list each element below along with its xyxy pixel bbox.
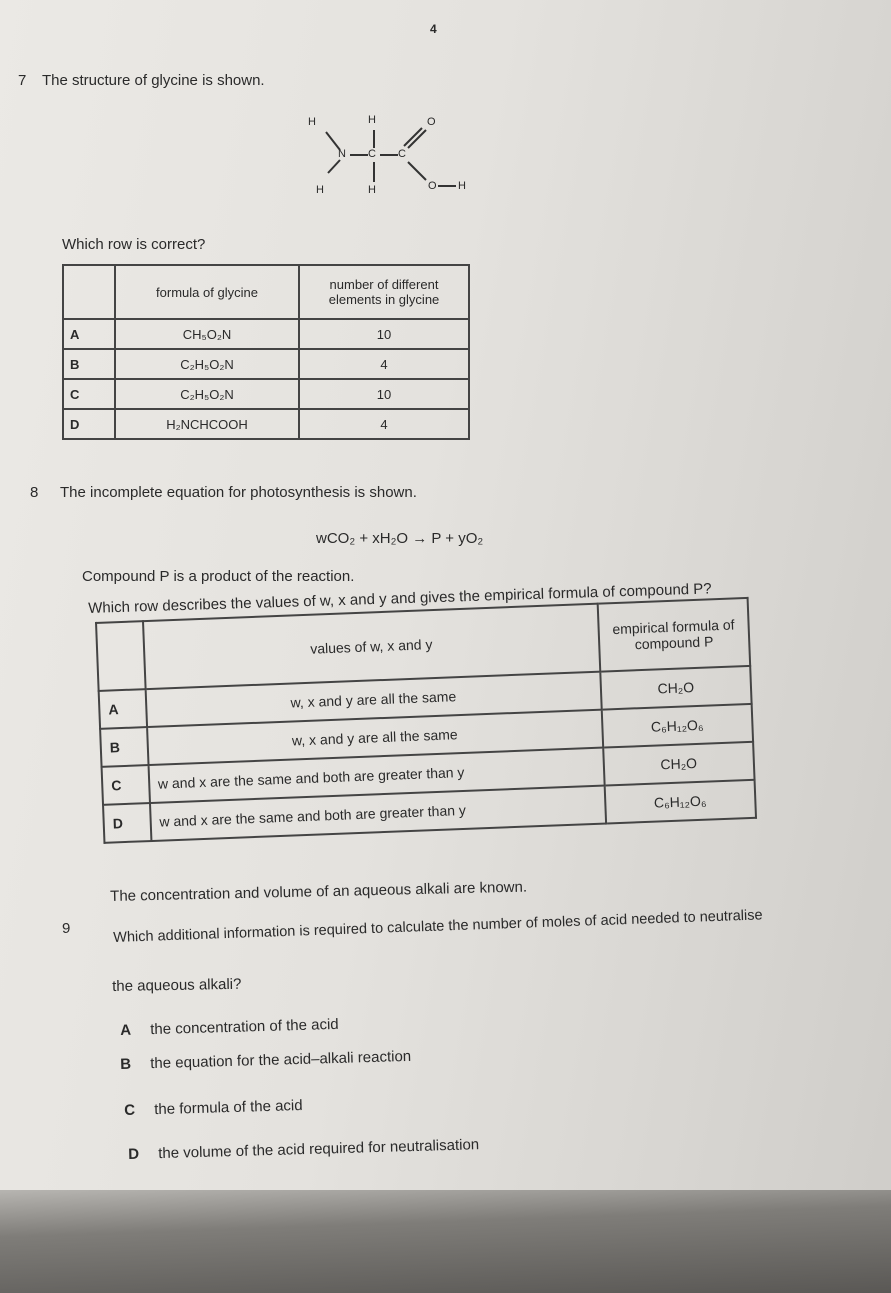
row-count: 4 — [299, 409, 469, 439]
row-label: C — [63, 379, 115, 409]
row-values: w, x and y are all the same — [147, 710, 603, 765]
atom-h-1: H — [308, 116, 316, 128]
row-formula: CH₂O — [603, 742, 755, 786]
question-8-stem: The incomplete equation for photosynthesis is shown. — [60, 484, 417, 501]
table-header-values: values of w, x and y — [143, 604, 600, 689]
option-text: the concentration of the acid — [149, 1015, 339, 1039]
question-8-number: 8 — [30, 484, 39, 501]
row-label: C — [102, 765, 150, 805]
desk-shadow — [0, 1190, 891, 1293]
row-formula: H₂NCHCOOH — [115, 409, 299, 439]
atom-o-2: O — [428, 180, 437, 192]
row-label: D — [63, 409, 115, 439]
question-7-stem: The structure of glycine is shown. — [42, 72, 265, 89]
row-count: 4 — [299, 349, 469, 379]
table-header-formula: formula of glycine — [115, 265, 299, 319]
row-count: 10 — [299, 319, 469, 349]
table-row — [63, 409, 469, 439]
question-8-table — [95, 597, 757, 844]
row-label: D — [103, 803, 151, 843]
row-label: B — [100, 727, 148, 767]
atom-h-5: H — [458, 180, 466, 192]
atom-h-4: H — [368, 184, 376, 196]
question-7-table — [62, 264, 470, 440]
table-row — [63, 319, 469, 349]
question-7-number: 7 — [18, 72, 27, 89]
row-formula: C₆H₁₂O₆ — [601, 704, 753, 748]
question-9-stem: The concentration and volume of an aqueous alkali are known. — [110, 878, 528, 905]
row-label: A — [63, 319, 115, 349]
option-label: C — [124, 1101, 136, 1119]
option-text: the volume of the acid required for neutralisation — [157, 1136, 480, 1163]
question-9-prompt-line-2: the aqueous alkali? — [112, 975, 242, 995]
table-header-row — [63, 265, 469, 319]
row-values: w, x and y are all the same — [145, 672, 601, 727]
atom-n: N — [338, 148, 346, 160]
page-number: 4 — [430, 22, 437, 36]
atom-h-2: H — [368, 114, 376, 126]
row-count: 10 — [299, 379, 469, 409]
table-header-count: number of different elements in glycine — [299, 265, 469, 319]
question-8-product-note: Compound P is a product of the reaction. — [82, 568, 355, 585]
table-row — [63, 379, 469, 409]
table-header-blank — [96, 621, 145, 691]
option-label: A — [120, 1021, 132, 1039]
question-9-prompt-line-1: Which additional information is required to calculate the number of moles of acid needed to neutralise — [113, 907, 763, 946]
atom-c-1: C — [368, 148, 376, 160]
table-header-blank — [63, 265, 115, 319]
row-label: B — [63, 349, 115, 379]
row-formula: C₂H₅O₂N — [115, 349, 299, 379]
atom-o-1: O — [427, 116, 436, 128]
row-values: w and x are the same and both are greater than y — [150, 786, 606, 841]
glycine-structure — [290, 110, 490, 205]
row-formula: CH₂O — [600, 666, 752, 710]
table-row — [63, 349, 469, 379]
option-text: the formula of the acid — [153, 1097, 303, 1119]
row-values: w and x are the same and both are greater than y — [148, 748, 604, 803]
row-formula: C₆H₁₂O₆ — [604, 780, 756, 824]
question-9-number: 9 — [62, 920, 71, 937]
question-7-prompt: Which row is correct? — [62, 236, 206, 253]
photosynthesis-equation: wCO₂ + xH₂O → P + yO₂ — [316, 530, 484, 547]
option-text: the equation for the acid–alkali reaction — [149, 1047, 412, 1073]
row-formula: CH₅O₂N — [115, 319, 299, 349]
row-label: A — [99, 689, 147, 729]
atom-h-3: H — [316, 184, 324, 196]
atom-c-2: C — [398, 148, 406, 160]
option-label: D — [128, 1145, 140, 1163]
row-formula: C₂H₅O₂N — [115, 379, 299, 409]
question-8-prompt: Which row describes the values of w, x and y and gives the empirical formula of compound P? — [88, 580, 712, 617]
table-header-formula: empirical formula of compound P — [597, 598, 750, 672]
option-label: B — [120, 1055, 132, 1073]
